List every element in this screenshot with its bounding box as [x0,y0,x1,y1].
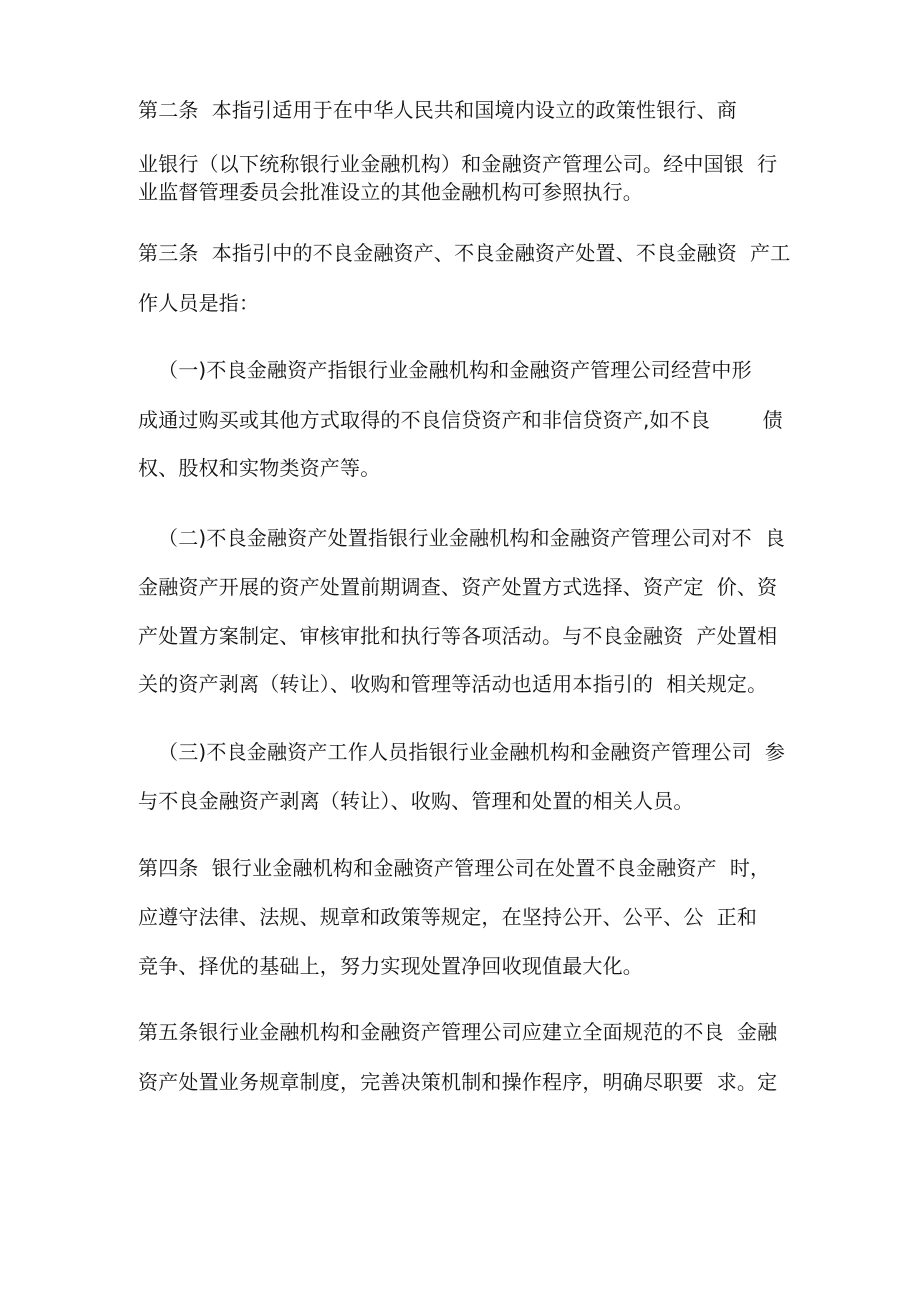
text-line-item-1-a: （一)不良金融资产指银行业金融机构和金融资产管理公司经营中形 [158,358,752,382]
text-line-item-2-c: 产处置方案制定、审核审批和执行等各项活动。与不良金融资 产处置相 [138,624,778,648]
text-line-item-1-c: 权、股权和实物类资产等。 [138,456,381,480]
text-line-item-2-b: 金融资产开展的资产处置前期调查、资产处置方式选择、资产定 价、资 [138,575,778,599]
text-line-item-3-a: （三)不良金融资产工作人员指银行业金融机构和金融资产管理公司 参 [158,740,786,764]
text-line-item-3-b: 与不良金融资产剥离（转让）、收购、管理和处置的相关人员。 [138,789,694,813]
text-line-article-4-c: 竞争、择优的基础上，努力实现处置净回收现值最大化。 [138,954,643,978]
text-line-item-2-a: （二)不良金融资产处置指银行业金融机构和金融资产管理公司对不 良 [158,526,786,550]
text-line-article-4-b: 应遵守法律、法规、规章和政策等规定，在坚持公开、公平、公 正和 [138,905,758,929]
text-line-article-4-a: 第四条 银行业金融机构和金融资产管理公司在处置不良金融资产 时， [138,856,771,880]
text-line-article-2-a: 第二条 本指引适用于在中华人民共和国境内设立的政策性银行、商 [138,98,737,122]
text-line-item-2-d: 关的资产剥离（转让）、收购和管理等活动也适用本指引的 相关规定。 [138,672,768,696]
text-line-item-1-b: 成通过购买或其他方式取得的不良信贷资产和非信贷资产,如不良 债 [138,408,783,432]
text-line-article-2-c: 业监督管理委员会批准设立的其他金融机构可参照执行。 [138,180,643,204]
text-line-article-5-b: 资产处置业务规章制度，完善决策机制和操作程序，明确尽职要 求。定 [138,1070,778,1094]
text-line-article-3-b: 作人员是指： [138,291,260,315]
text-line-article-2-b: 业银行（以下统称银行业金融机构）和金融资产管理公司。经中国银 行 [138,152,778,176]
text-line-article-3-a: 第三条 本指引中的不良金融资产、不良金融资产处置、不良金融资 产工 [138,241,791,265]
text-line-article-5-a: 第五条银行业金融机构和金融资产管理公司应建立全面规范的不良 金融 [138,1020,778,1044]
